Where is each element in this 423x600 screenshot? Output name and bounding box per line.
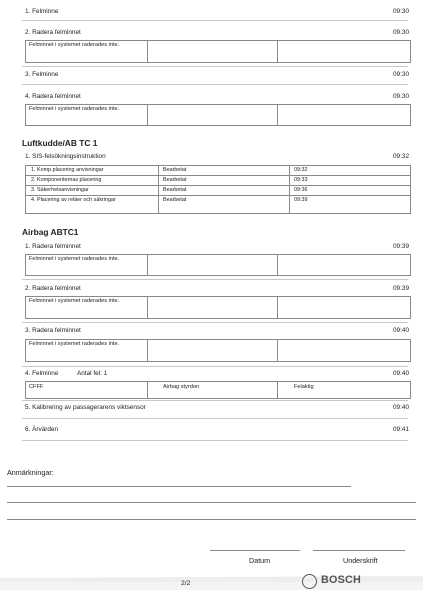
column-divider [289, 166, 290, 213]
separator [22, 400, 408, 401]
column-divider [277, 340, 278, 361]
cell-time: 09:39 [294, 197, 308, 203]
step-time: 09:40 [393, 327, 409, 334]
cell-name: 1. Komp.placering anvisningar [31, 167, 104, 173]
cell-time: 09:33 [294, 177, 308, 183]
step-label: 3. Felminne [25, 71, 59, 78]
bosch-armature-icon [302, 574, 317, 589]
step-kalibrering-5 [25, 404, 409, 413]
step-arvarden-6 [25, 426, 409, 435]
step-time: 09:41 [393, 426, 409, 433]
step-airbag-radera-1 [25, 243, 409, 252]
step-label: 1. Felminne [25, 8, 59, 15]
column-divider [147, 297, 148, 318]
cell-status: Bearbetat [163, 197, 187, 203]
separator [22, 440, 408, 441]
step-label: 4. Radera felminnet [25, 93, 81, 100]
table-row [26, 175, 410, 185]
result-text: Felminnet i systemet raderades inte. [29, 42, 120, 48]
step-sis [25, 153, 409, 162]
sis-table [25, 165, 411, 214]
step-radera-4 [25, 93, 409, 102]
result-text: Felminnet i systemet raderades inte. [29, 256, 120, 262]
separator [22, 20, 408, 21]
result-box [25, 296, 411, 319]
separator [22, 418, 408, 419]
step-time: 09:30 [393, 29, 409, 36]
step-label: 3. Radera felminnet [25, 327, 81, 334]
step-time: 09:40 [393, 404, 409, 411]
result-box [25, 40, 411, 63]
step-label: 2. Radera felminnet [25, 29, 81, 36]
signature-line [313, 550, 405, 551]
remarks-line [7, 486, 351, 487]
fault-code: CFFF [29, 384, 44, 390]
separator [22, 84, 408, 85]
step-time: 09:30 [393, 8, 409, 15]
separator [22, 366, 408, 367]
remarks-line [7, 519, 416, 520]
cell-name: 2. Komponenternas placering [31, 177, 102, 183]
step-label: 1. Radera felminnet [25, 243, 81, 250]
signature-label: Underskrift [343, 556, 378, 565]
section-title-luftkudde: Luftkudde/AB TC 1 [22, 138, 98, 148]
step-time: 09:30 [393, 71, 409, 78]
column-divider [147, 41, 148, 62]
column-divider [277, 105, 278, 125]
table-row [26, 195, 410, 213]
column-divider [277, 297, 278, 318]
step-airbag-radera-2 [25, 285, 409, 294]
remarks-label: Anmärkningar: [7, 468, 54, 477]
section-title-airbag: Airbag ABTC1 [22, 227, 79, 237]
date-line [210, 550, 300, 551]
column-divider [147, 105, 148, 125]
step-radera-2 [25, 29, 409, 38]
step-label: 2. Radera felminnet [25, 285, 81, 292]
fault-status: Felaktig [294, 384, 314, 390]
step-label: 6. Ärvärden [25, 426, 59, 433]
result-text: Felminnet i systemet raderades inte. [29, 298, 120, 304]
step-label: 5. Kalibrering av passagerarens viktsensor [25, 404, 146, 411]
step-time: 09:30 [393, 93, 409, 100]
logo-text: BOSCH [321, 574, 361, 586]
result-text: Felminnet i systemet raderades inte. [29, 106, 120, 112]
fault-desc: Airbag styrdon [163, 384, 200, 390]
column-divider [277, 255, 278, 275]
separator [22, 66, 408, 67]
cell-status: Bearbetat [163, 187, 187, 193]
step-airbag-felminne-4 [25, 370, 409, 379]
result-box [25, 339, 411, 362]
cell-time: 09:36 [294, 187, 308, 193]
step-time: 09:39 [393, 243, 409, 250]
fault-count: Antal fel: 1 [77, 370, 108, 377]
step-airbag-radera-3 [25, 327, 409, 336]
column-divider [277, 382, 278, 398]
date-label: Datum [249, 556, 271, 565]
result-box [25, 104, 411, 126]
column-divider [158, 166, 159, 213]
step-time: 09:39 [393, 285, 409, 292]
remarks-line [7, 502, 416, 503]
column-divider [277, 41, 278, 62]
page-number: 2/2 [181, 580, 191, 587]
cell-name: 4. Placering av reläer och säkringar [31, 197, 116, 203]
step-time: 09:32 [393, 153, 409, 160]
separator [22, 279, 408, 280]
cell-name: 3. Säkerhetsanvisningar [31, 187, 89, 193]
table-row [26, 166, 410, 175]
fault-box [25, 381, 411, 399]
step-felminne-1 [25, 8, 409, 17]
column-divider [147, 340, 148, 361]
result-text: Felminnet i systemet raderades inte. [29, 341, 120, 347]
result-box [25, 254, 411, 276]
cell-status: Bearbetat [163, 167, 187, 173]
table-row [26, 185, 410, 195]
step-label: 1. SIS-felsökningsinstruktion [25, 153, 106, 160]
column-divider [147, 255, 148, 275]
step-felminne-3 [25, 71, 409, 80]
cell-status: Bearbetat [163, 177, 187, 183]
step-label: 4. Felminne [25, 370, 59, 377]
step-time: 09:40 [393, 370, 409, 377]
cell-time: 09:32 [294, 167, 308, 173]
separator [22, 322, 408, 323]
column-divider [147, 382, 148, 398]
